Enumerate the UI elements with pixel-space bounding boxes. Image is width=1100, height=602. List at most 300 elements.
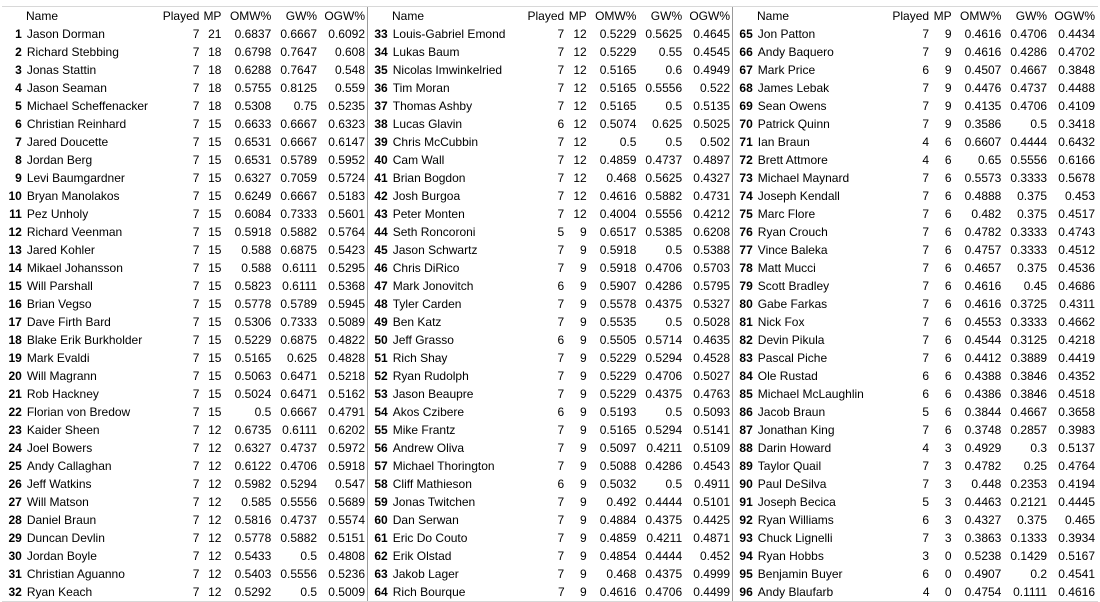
rank-cell: 78 (739, 260, 753, 275)
player-name-cell: Mike Frantz (392, 422, 456, 437)
played-cell: 5 (922, 494, 930, 509)
omw-cell: 0.468 (606, 170, 637, 185)
mp-cell: 12 (208, 422, 222, 437)
gw-cell: 0.7333 (280, 206, 318, 221)
player-name-cell: Bryan Manolakos (26, 188, 120, 203)
player-name-cell: Florian von Bredow (26, 404, 131, 419)
mp-cell: 9 (580, 314, 587, 329)
mp-cell: 15 (208, 314, 222, 329)
player-name-cell: Marc Flore (757, 206, 816, 221)
mp-cell: 9 (580, 512, 587, 527)
omw-cell: 0.4929 (964, 440, 1002, 455)
omw-cell: 0.5238 (964, 548, 1002, 563)
omw-cell: 0.5229 (599, 368, 637, 383)
rank-cell: 35 (374, 62, 388, 77)
rank-cell: 3 (15, 62, 22, 77)
ogw-cell: 0.5109 (693, 440, 730, 455)
rank-cell: 88 (739, 440, 753, 455)
gw-cell: 0.6 (665, 62, 683, 77)
omw-cell: 0.4135 (964, 98, 1002, 113)
mp-cell: 6 (944, 152, 952, 167)
table-row (2, 349, 367, 367)
ogw-cell: 0.5423 (328, 242, 365, 257)
table-row (733, 169, 1098, 187)
rank-cell: 57 (374, 458, 388, 473)
table-row (368, 493, 733, 511)
mp-cell: 9 (580, 260, 587, 275)
rank-cell: 29 (8, 530, 22, 545)
played-cell: 6 (922, 512, 930, 527)
omw-cell: 0.3748 (964, 422, 1002, 437)
player-name-cell: Chris McCubbin (392, 134, 479, 149)
omw-cell: 0.4757 (964, 242, 1002, 257)
played-cell: 7 (557, 260, 565, 275)
played-cell: 7 (557, 512, 565, 527)
omw-cell: 0.4616 (964, 26, 1002, 41)
omw-cell: 0.5229 (599, 386, 637, 401)
gw-cell: 0.5385 (645, 224, 683, 239)
ogw-cell: 0.453 (1064, 188, 1095, 203)
omw-cell: 0.3586 (964, 116, 1002, 131)
player-name-cell: Paul DeSilva (757, 476, 827, 491)
mp-cell: 6 (944, 296, 952, 311)
rank-cell: 37 (374, 98, 388, 113)
player-name-cell: Christian Aguanno (26, 566, 125, 581)
played-cell: 6 (922, 566, 930, 581)
header-ogw: OGW% (689, 9, 730, 23)
rank-cell: 65 (739, 26, 753, 41)
ogw-cell: 0.4518 (1058, 386, 1095, 401)
gw-cell: 0.45 (1023, 278, 1048, 293)
ogw-cell: 0.4999 (693, 566, 730, 581)
header-row (733, 7, 1098, 25)
played-cell: 7 (192, 530, 200, 545)
mp-cell: 12 (573, 44, 587, 59)
rank-cell: 48 (374, 296, 388, 311)
mp-cell: 9 (580, 566, 587, 581)
omw-cell: 0.585 (241, 494, 272, 509)
omw-cell: 0.6531 (234, 134, 272, 149)
played-cell: 7 (557, 548, 565, 563)
omw-cell: 0.65 (978, 152, 1002, 167)
player-name-cell: Taylor Quail (757, 458, 822, 473)
ogw-cell: 0.5218 (328, 368, 365, 383)
played-cell: 7 (922, 260, 930, 275)
mp-cell: 12 (573, 134, 587, 149)
header-gw: GW% (1015, 9, 1048, 23)
omw-cell: 0.5165 (599, 80, 637, 95)
player-name-cell: Erik Olstad (392, 548, 452, 563)
gw-cell: 0.4375 (645, 512, 683, 527)
omw-cell: 0.6531 (234, 152, 272, 167)
ogw-cell: 0.5724 (328, 170, 365, 185)
mp-cell: 9 (580, 332, 587, 347)
gw-cell: 0.2121 (1010, 494, 1048, 509)
played-cell: 6 (557, 332, 565, 347)
table-row (2, 547, 367, 565)
rank-cell: 36 (374, 80, 388, 95)
played-cell: 6 (922, 62, 930, 77)
played-cell: 7 (557, 530, 565, 545)
standings-body (368, 25, 733, 601)
omw-cell: 0.5907 (599, 278, 637, 293)
gw-cell: 0.5556 (1010, 152, 1048, 167)
rank-cell: 34 (374, 44, 388, 59)
table-row (368, 61, 733, 79)
gw-cell: 0.7333 (280, 314, 318, 329)
gw-cell: 0.4667 (1010, 404, 1048, 419)
player-name-cell: Jakob Lager (392, 566, 459, 581)
rank-cell: 69 (739, 98, 753, 113)
ogw-cell: 0.5137 (1058, 440, 1095, 455)
player-name-cell: Michael Maynard (757, 170, 850, 185)
gw-cell: 0.4706 (1010, 98, 1048, 113)
played-cell: 7 (192, 242, 200, 257)
ogw-cell: 0.4488 (1058, 80, 1095, 95)
table-row (733, 241, 1098, 259)
ogw-cell: 0.5918 (328, 458, 365, 473)
ogw-cell: 0.5135 (693, 98, 730, 113)
played-cell: 7 (557, 62, 565, 77)
omw-cell: 0.5573 (964, 170, 1002, 185)
mp-cell: 9 (580, 530, 587, 545)
player-name-cell: Jon Patton (757, 26, 816, 41)
table-row (368, 385, 733, 403)
player-name-cell: Cliff Mathieson (392, 476, 472, 491)
table-row (368, 421, 733, 439)
ogw-cell: 0.4791 (328, 404, 365, 419)
table-row (368, 151, 733, 169)
omw-cell: 0.6084 (234, 206, 272, 221)
mp-cell: 3 (944, 512, 952, 527)
player-name-cell: Duncan Devlin (26, 530, 105, 545)
player-name-cell: James Lebak (757, 80, 830, 95)
player-name-cell: Tyler Carden (392, 296, 462, 311)
rank-cell: 20 (8, 368, 22, 383)
table-row (2, 259, 367, 277)
rank-cell: 39 (374, 134, 388, 149)
player-name-cell: Richard Stebbing (26, 44, 119, 59)
mp-cell: 6 (944, 242, 952, 257)
mp-cell: 6 (944, 170, 952, 185)
rank-cell: 83 (739, 350, 753, 365)
rank-cell: 81 (739, 314, 753, 329)
ogw-cell: 0.4434 (1058, 26, 1095, 41)
omw-cell: 0.5063 (234, 368, 272, 383)
omw-cell: 0.5308 (234, 98, 272, 113)
ogw-cell: 0.452 (699, 548, 730, 563)
mp-cell: 0 (944, 548, 952, 563)
omw-cell: 0.5 (619, 134, 637, 149)
mp-cell: 12 (208, 476, 222, 491)
player-name-cell: Blake Erik Burkholder (26, 332, 143, 347)
mp-cell: 15 (208, 116, 222, 131)
mp-cell: 12 (573, 188, 587, 203)
ogw-cell: 0.5601 (328, 206, 365, 221)
rank-cell: 70 (739, 116, 753, 131)
mp-cell: 9 (944, 116, 952, 131)
gw-cell: 0.5882 (280, 530, 318, 545)
player-name-cell: Darin Howard (757, 440, 832, 455)
player-name-cell: Ian Braun (757, 134, 810, 149)
player-name-cell: Rich Bourque (392, 584, 466, 599)
player-name-cell: Sean Owens (757, 98, 827, 113)
player-name-cell: Chris DiRico (392, 260, 460, 275)
player-name-cell: Seth Roncoroni (392, 224, 476, 239)
omw-cell: 0.5032 (599, 476, 637, 491)
ogw-cell: 0.4536 (1058, 260, 1095, 275)
player-name-cell: Michael Scheffenacker (26, 98, 149, 113)
mp-cell: 15 (208, 260, 222, 275)
ogw-cell: 0.4763 (693, 386, 730, 401)
ogw-cell: 0.5093 (693, 404, 730, 419)
mp-cell: 15 (208, 224, 222, 239)
ogw-cell: 0.4822 (328, 332, 365, 347)
header-played: Played (892, 9, 930, 23)
rank-cell: 84 (739, 368, 753, 383)
played-cell: 7 (922, 98, 930, 113)
omw-cell: 0.5755 (234, 80, 272, 95)
table-row (2, 421, 367, 439)
header-omw: OMW% (229, 9, 272, 23)
omw-cell: 0.4782 (964, 224, 1002, 239)
omw-cell: 0.4553 (964, 314, 1002, 329)
rank-cell: 41 (374, 170, 388, 185)
gw-cell: 0.3333 (1010, 170, 1048, 185)
ogw-cell: 0.548 (334, 62, 365, 77)
rank-cell: 67 (739, 62, 753, 77)
played-cell: 7 (557, 170, 565, 185)
table-row (2, 331, 367, 349)
played-cell: 7 (192, 458, 200, 473)
table-row (733, 277, 1098, 295)
played-cell: 7 (922, 332, 930, 347)
rank-cell: 40 (374, 152, 388, 167)
omw-cell: 0.6798 (234, 44, 272, 59)
player-name-cell: Pez Unholy (26, 206, 89, 221)
mp-cell: 12 (573, 170, 587, 185)
gw-cell: 0.2353 (1010, 476, 1048, 491)
mp-cell: 6 (944, 260, 952, 275)
table-row (2, 133, 367, 151)
gw-cell: 0.3333 (1010, 224, 1048, 239)
table-row (2, 457, 367, 475)
rank-cell: 46 (374, 260, 388, 275)
gw-cell: 0.4737 (280, 512, 318, 527)
table-row (2, 403, 367, 421)
ogw-cell: 0.4543 (693, 458, 730, 473)
rank-cell: 79 (739, 278, 753, 293)
rank-cell: 54 (374, 404, 388, 419)
rank-cell: 95 (739, 566, 753, 581)
omw-cell: 0.5024 (234, 386, 272, 401)
player-name-cell: Eric Do Couto (392, 530, 468, 545)
rank-cell: 1 (15, 26, 22, 41)
rank-cell: 9 (15, 170, 22, 185)
player-name-cell: Jason Dorman (26, 26, 105, 41)
mp-cell: 12 (573, 206, 587, 221)
mp-cell: 12 (208, 512, 222, 527)
player-name-cell: Akos Czibere (392, 404, 465, 419)
table-row (368, 565, 733, 583)
ogw-cell: 0.5183 (328, 188, 365, 203)
mp-cell: 15 (208, 242, 222, 257)
table-row (2, 169, 367, 187)
player-name-cell: Richard Veenman (26, 224, 123, 239)
ogw-cell: 0.3983 (1058, 422, 1095, 437)
played-cell: 7 (192, 278, 200, 293)
player-name-cell: Peter Monten (392, 206, 465, 221)
rank-cell: 71 (739, 134, 753, 149)
ogw-cell: 0.5703 (693, 260, 730, 275)
table-row (733, 439, 1098, 457)
mp-cell: 15 (208, 332, 222, 347)
mp-cell: 15 (208, 206, 222, 221)
played-cell: 7 (192, 314, 200, 329)
played-cell: 7 (192, 386, 200, 401)
player-name-cell: Andy Baquero (757, 44, 834, 59)
gw-cell: 0.7647 (280, 44, 318, 59)
gw-cell: 0.4667 (1010, 62, 1048, 77)
played-cell: 6 (922, 368, 930, 383)
gw-cell: 0.1429 (1010, 548, 1048, 563)
mp-cell: 6 (944, 404, 952, 419)
table-row (733, 421, 1098, 439)
table-row (2, 151, 367, 169)
rank-cell: 5 (15, 98, 22, 113)
ogw-cell: 0.5368 (328, 278, 365, 293)
omw-cell: 0.5433 (234, 548, 272, 563)
table-row (368, 277, 733, 295)
omw-cell: 0.4388 (964, 368, 1002, 383)
mp-cell: 9 (580, 548, 587, 563)
played-cell: 7 (192, 62, 200, 77)
ogw-cell: 0.5764 (328, 224, 365, 239)
gw-cell: 0.6667 (280, 188, 318, 203)
rank-cell: 82 (739, 332, 753, 347)
table-row (2, 295, 367, 313)
played-cell: 7 (192, 512, 200, 527)
mp-cell: 18 (208, 44, 222, 59)
gw-cell: 0.3725 (1010, 296, 1048, 311)
player-name-cell: Jonathan King (757, 422, 835, 437)
table-row (368, 259, 733, 277)
ogw-cell: 0.5295 (328, 260, 365, 275)
played-cell: 7 (922, 314, 930, 329)
rank-cell: 56 (374, 440, 388, 455)
table-row (733, 79, 1098, 97)
gw-cell: 0.5789 (280, 152, 318, 167)
omw-cell: 0.6837 (234, 26, 272, 41)
table-row (368, 115, 733, 133)
gw-cell: 0.6667 (280, 26, 318, 41)
rank-cell: 13 (8, 242, 22, 257)
mp-cell: 12 (573, 116, 587, 131)
mp-cell: 12 (573, 80, 587, 95)
rank-cell: 61 (374, 530, 388, 545)
played-cell: 7 (557, 206, 565, 221)
player-name-cell: Andrew Oliva (392, 440, 465, 455)
table-row (368, 295, 733, 313)
omw-cell: 0.5578 (599, 296, 637, 311)
gw-cell: 0.5 (665, 476, 683, 491)
omw-cell: 0.6327 (234, 170, 272, 185)
player-name-cell: Devin Pikula (757, 332, 825, 347)
player-name-cell: Jason Beaupre (392, 386, 474, 401)
rank-cell: 68 (739, 80, 753, 95)
mp-cell: 6 (944, 422, 952, 437)
rank-cell: 23 (8, 422, 22, 437)
played-cell: 7 (192, 170, 200, 185)
player-name-cell: Rob Hackney (26, 386, 99, 401)
rank-cell: 7 (15, 134, 22, 149)
played-cell: 7 (192, 584, 200, 599)
omw-cell: 0.5816 (234, 512, 272, 527)
mp-cell: 9 (944, 26, 952, 41)
omw-cell: 0.4463 (964, 494, 1002, 509)
mp-cell: 9 (580, 368, 587, 383)
played-cell: 7 (192, 332, 200, 347)
omw-cell: 0.4544 (964, 332, 1002, 347)
rank-cell: 85 (739, 386, 753, 401)
rank-cell: 18 (8, 332, 22, 347)
gw-cell: 0.5294 (645, 422, 683, 437)
table-row (2, 529, 367, 547)
gw-cell: 0.375 (1017, 206, 1048, 221)
player-name-cell: Mark Evaldi (26, 350, 90, 365)
player-name-cell: Mark Jonovitch (392, 278, 474, 293)
player-name-cell: Mikael Johansson (26, 260, 123, 275)
table-row (733, 223, 1098, 241)
mp-cell: 6 (944, 332, 952, 347)
played-cell: 7 (922, 80, 930, 95)
ogw-cell: 0.4517 (1058, 206, 1095, 221)
table-row (2, 367, 367, 385)
ogw-cell: 0.5574 (328, 512, 365, 527)
ogw-cell: 0.5952 (328, 152, 365, 167)
omw-cell: 0.4616 (964, 44, 1002, 59)
header-name: Name (392, 9, 425, 23)
player-name-cell: Jacob Braun (757, 404, 826, 419)
mp-cell: 6 (944, 188, 952, 203)
player-name-cell: Josh Burgoa (392, 188, 461, 203)
player-name-cell: Brian Bogdon (392, 170, 466, 185)
gw-cell: 0.7647 (280, 62, 318, 77)
rank-cell: 45 (374, 242, 388, 257)
played-cell: 7 (558, 584, 565, 599)
mp-cell: 9 (580, 422, 587, 437)
omw-cell: 0.5823 (234, 278, 272, 293)
mp-cell: 9 (580, 278, 587, 293)
gw-cell: 0.6471 (280, 368, 318, 383)
mp-cell: 9 (944, 44, 952, 59)
ogw-cell: 0.4616 (1058, 584, 1095, 599)
player-name-cell: Pascal Piche (757, 350, 828, 365)
gw-cell: 0.5625 (645, 170, 683, 185)
ogw-cell: 0.5009 (328, 584, 365, 599)
mp-cell: 6 (944, 314, 952, 329)
table-row (2, 493, 367, 511)
player-name-cell: Ryan Williams (757, 512, 834, 527)
mp-cell: 9 (944, 98, 952, 113)
header-name: Name (26, 9, 59, 23)
omw-cell: 0.5778 (234, 296, 272, 311)
player-name-cell: Benjamin Buyer (757, 566, 843, 581)
played-cell: 7 (192, 44, 200, 59)
gw-cell: 0.6667 (280, 134, 318, 149)
table-row (2, 583, 367, 601)
player-name-cell: Andy Callaghan (26, 458, 112, 473)
